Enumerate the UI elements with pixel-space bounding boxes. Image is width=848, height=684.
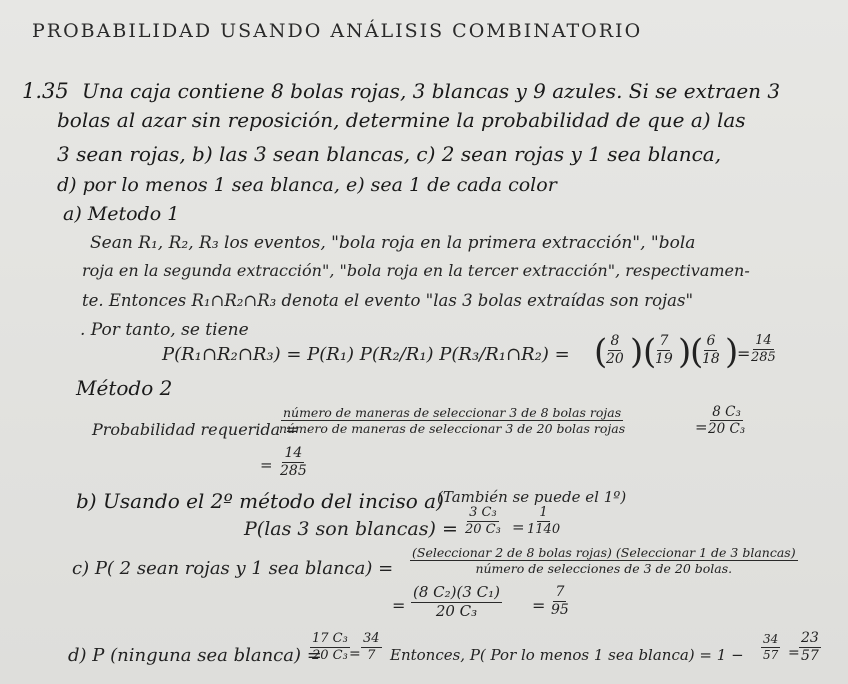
fraction-denominator: número de maneras de seleccionar 3 de 20 bolas rojas [279,421,626,437]
problem-line-2: bolas al azar sin reposición, determine la probabilidad de que a) las [57,108,746,132]
fraction-denominator: 20 [606,350,624,367]
paren-open-3: ( [690,332,704,372]
fraction-numerator: 7 [659,333,669,349]
part-c-combination-fraction [411,585,502,620]
fraction-numerator: 34 [363,631,380,646]
fraction-denominator: 7 [367,647,376,663]
part-d-result-fraction [361,632,382,662]
fraction-denominator: 285 [751,349,776,365]
fraction-numerator: 23 [801,630,819,646]
paren-open-2: ( [643,332,657,372]
method-2-heading: Método 2 [76,376,173,400]
part-a-line-2: roja en la segunda extracción", "bola roja en la tercer extracción", respectivamen- [82,261,750,280]
method-2-combination-fraction [708,405,745,436]
part-b-equation-left: P(las 3 son blancas) = [244,518,458,540]
fraction-denominator: 20 C₃ [312,647,348,663]
fraction-denominator: 18 [702,350,720,367]
fraction-numerator: 1 [539,505,548,520]
fraction-numerator: (8 C₂)(3 C₁) [413,583,501,601]
fraction-denominator: 19 [655,350,673,367]
equals-sign: = [737,344,751,363]
part-a-line-4: . Por tanto, se tiene [80,320,249,340]
part-b-result-fraction [527,506,560,536]
fraction-numerator: 8 C₃ [712,404,741,420]
fraction-numerator: (Seleccionar 2 de 8 bolas rojas) (Seleccionar 1 de 3 blancas) [412,545,796,560]
problem-line-1: Una caja contiene 8 bolas rojas, 3 blancas y 9 azules. Si se extraen 3 [82,79,781,103]
paren-close-2: ) [678,332,692,372]
fraction-denominator: número de selecciones de 3 de 20 bolas. [475,561,733,577]
part-d-combination-fraction [310,632,350,662]
part-a-heading: a) Metodo 1 [63,203,180,225]
fraction-numerator: 14 [755,333,772,348]
equals-sign: = [695,418,708,436]
fraction-denominator: 20 C₃ [435,601,478,620]
fraction-denominator: 57 [801,647,819,664]
part-b-note: (También se puede el 1º) [437,488,627,506]
method-2-result-fraction [280,446,307,478]
equals-sign: = [512,518,525,536]
equals-sign: = [532,596,546,615]
part-a-line-3: te. Entonces R₁∩R₂∩R₃ denota el evento "las 3 bolas extraídas son rojas" [82,291,694,310]
fraction-numerator: número de maneras de seleccionar 3 de 8 bolas rojas [282,405,622,420]
method-2-label: Probabilidad requerida = [92,420,299,439]
part-c-result-fraction [551,585,569,617]
fraction-6-18 [702,334,720,366]
fraction-denominator: 95 [551,601,569,618]
fraction-denominator: 1140 [527,521,561,537]
fraction-denominator: 57 [763,647,779,662]
equals-sign: = [392,596,406,615]
part-c-equation-left: c) P( 2 sean rojas y 1 sea blanca) = [72,558,394,579]
equals-sign: = [260,456,273,474]
fraction-numerator: 34 [763,632,779,646]
fraction-numerator: 7 [555,584,565,600]
part-a-line-1: Sean R₁, R₂, R₃ los eventos, "bola roja en la primera extracción", "bola [90,233,696,253]
fraction-numerator: 17 C₃ [312,631,348,646]
paren-close-3: ) [725,332,739,372]
fraction-numerator: 6 [706,333,716,349]
fraction-denominator: 20 C₃ [708,421,746,438]
fraction-denominator: 20 C₃ [465,521,501,537]
equals-sign: = [788,645,800,661]
fraction-numerator: 8 [610,333,620,349]
fraction-numerator: 14 [284,445,303,461]
problem-number: 1.35 [22,79,69,103]
part-c-word-fraction [410,546,798,575]
fraction-7-19 [655,334,673,366]
problem-line-4: d) por lo menos 1 sea blanca, e) sea 1 de cada color [57,174,557,196]
part-a-equation-left: P(R₁∩R₂∩R₃) = P(R₁) P(R₂/R₁) P(R₃/R₁∩R₂) = [162,344,570,365]
fraction-8-20 [606,334,624,366]
paren-close-1: ) [630,332,644,372]
part-b-combination-fraction [465,506,501,536]
equals-sign: = [349,646,361,662]
paren-open-1: ( [594,332,608,372]
part-d-subtract-fraction [761,633,780,661]
fraction-numerator: 3 C₃ [469,505,497,520]
part-d-then-text: Entonces, P( Por lo menos 1 sea blanca) = 1 − [390,646,744,664]
fraction-14-285 [751,334,776,364]
problem-line-3: 3 sean rojas, b) las 3 sean blancas, c) 2 sean rojas y 1 sea blanca, [57,142,722,166]
part-b-heading: b) Usando el 2º método del inciso a) [76,489,444,513]
part-d-final-fraction [799,631,821,663]
part-d-equation-left: d) P (ninguna sea blanca) = [68,645,322,666]
page-title: PROBABILIDAD USANDO ANÁLISIS COMBINATORIO [32,20,643,42]
method-2-word-fraction [279,406,625,435]
fraction-denominator: 285 [280,462,307,479]
